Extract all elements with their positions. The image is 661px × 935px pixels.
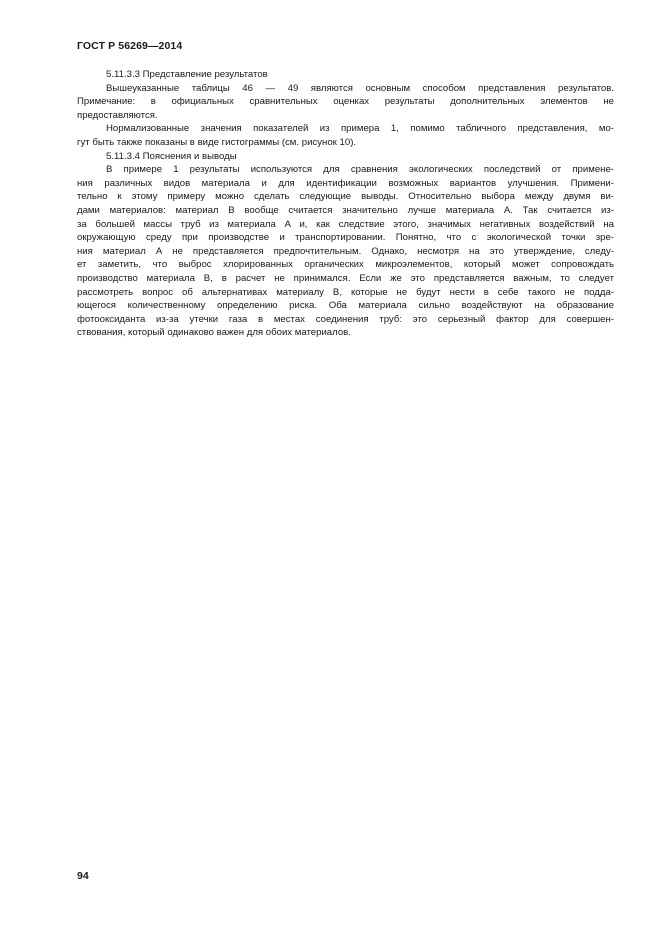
page-content xyxy=(77,68,614,340)
paragraph-line: фотооксиданта из-за утечки газа в местах соединения труб: это серьезный фактор для совершен- xyxy=(77,313,614,325)
paragraph-line: ния различных видов материала и для идентификации возможных вариантов улучшения. Примени- xyxy=(77,177,614,189)
section-heading-conclusions: 5.11.3.4 Пояснения и выводы xyxy=(106,150,237,162)
paragraph-line: ствования, который одинаково важен для обоих материалов. xyxy=(77,327,351,339)
paragraph-line: гут быть также показаны в виде гистограммы (см. рисунок 10). xyxy=(77,136,357,148)
page-number: 94 xyxy=(77,870,89,882)
paragraph-line: тельно к этому примеру можно сделать следующие выводы. Относительно выбора между двумя ви- xyxy=(77,191,614,203)
paragraph-line: рассмотреть вопрос об альтернативах материалу В, которые не будут нести в себе такого не подда- xyxy=(77,286,614,298)
paragraph-line: за большей массы труб из материала А и, как следствие этого, значимых негативных воздействий на xyxy=(77,218,614,230)
paragraph-line: ния материал А не представляется предпочтительным. Однако, несмотря на это утверждение, следу- xyxy=(77,245,614,257)
paragraph-line: В примере 1 результаты используются для сравнения экологических последствий от примене- xyxy=(106,164,614,176)
paragraph-line: предоставляются. xyxy=(77,109,158,121)
paragraph-line: Вышеуказанные таблицы 46 — 49 являются основным способом представления результатов. xyxy=(106,82,614,94)
paragraph-line: ет заметить, что выброс хлорированных органических микроэлементов, который может сопровождать xyxy=(77,259,614,271)
paragraph-line: ющегося количественному определению риска. Оба материала сильно воздействуют на образование xyxy=(77,300,614,312)
paragraph-line: дами материалов: материал В вообще считается значительно лучше материала А. Так считается из- xyxy=(77,204,614,216)
section-heading-results: 5.11.3.3 Представление результатов xyxy=(106,69,268,80)
paragraph-line: окружающую среду при производстве и транспортировании. Понятно, что с экологической точки зре- xyxy=(77,232,614,244)
paragraph-line: Нормализованные значения показателей из примера 1, помимо табличного представления, мо- xyxy=(106,123,614,135)
paragraph-line: Примечание: в официальных сравнительных оценках результаты дополнительных элементов не xyxy=(77,96,614,108)
document-header: ГОСТ Р 56269—2014 xyxy=(77,40,183,52)
paragraph-line: производство материала В, в расчет не принимался. Если же это представляется важным, то следует xyxy=(77,272,614,284)
